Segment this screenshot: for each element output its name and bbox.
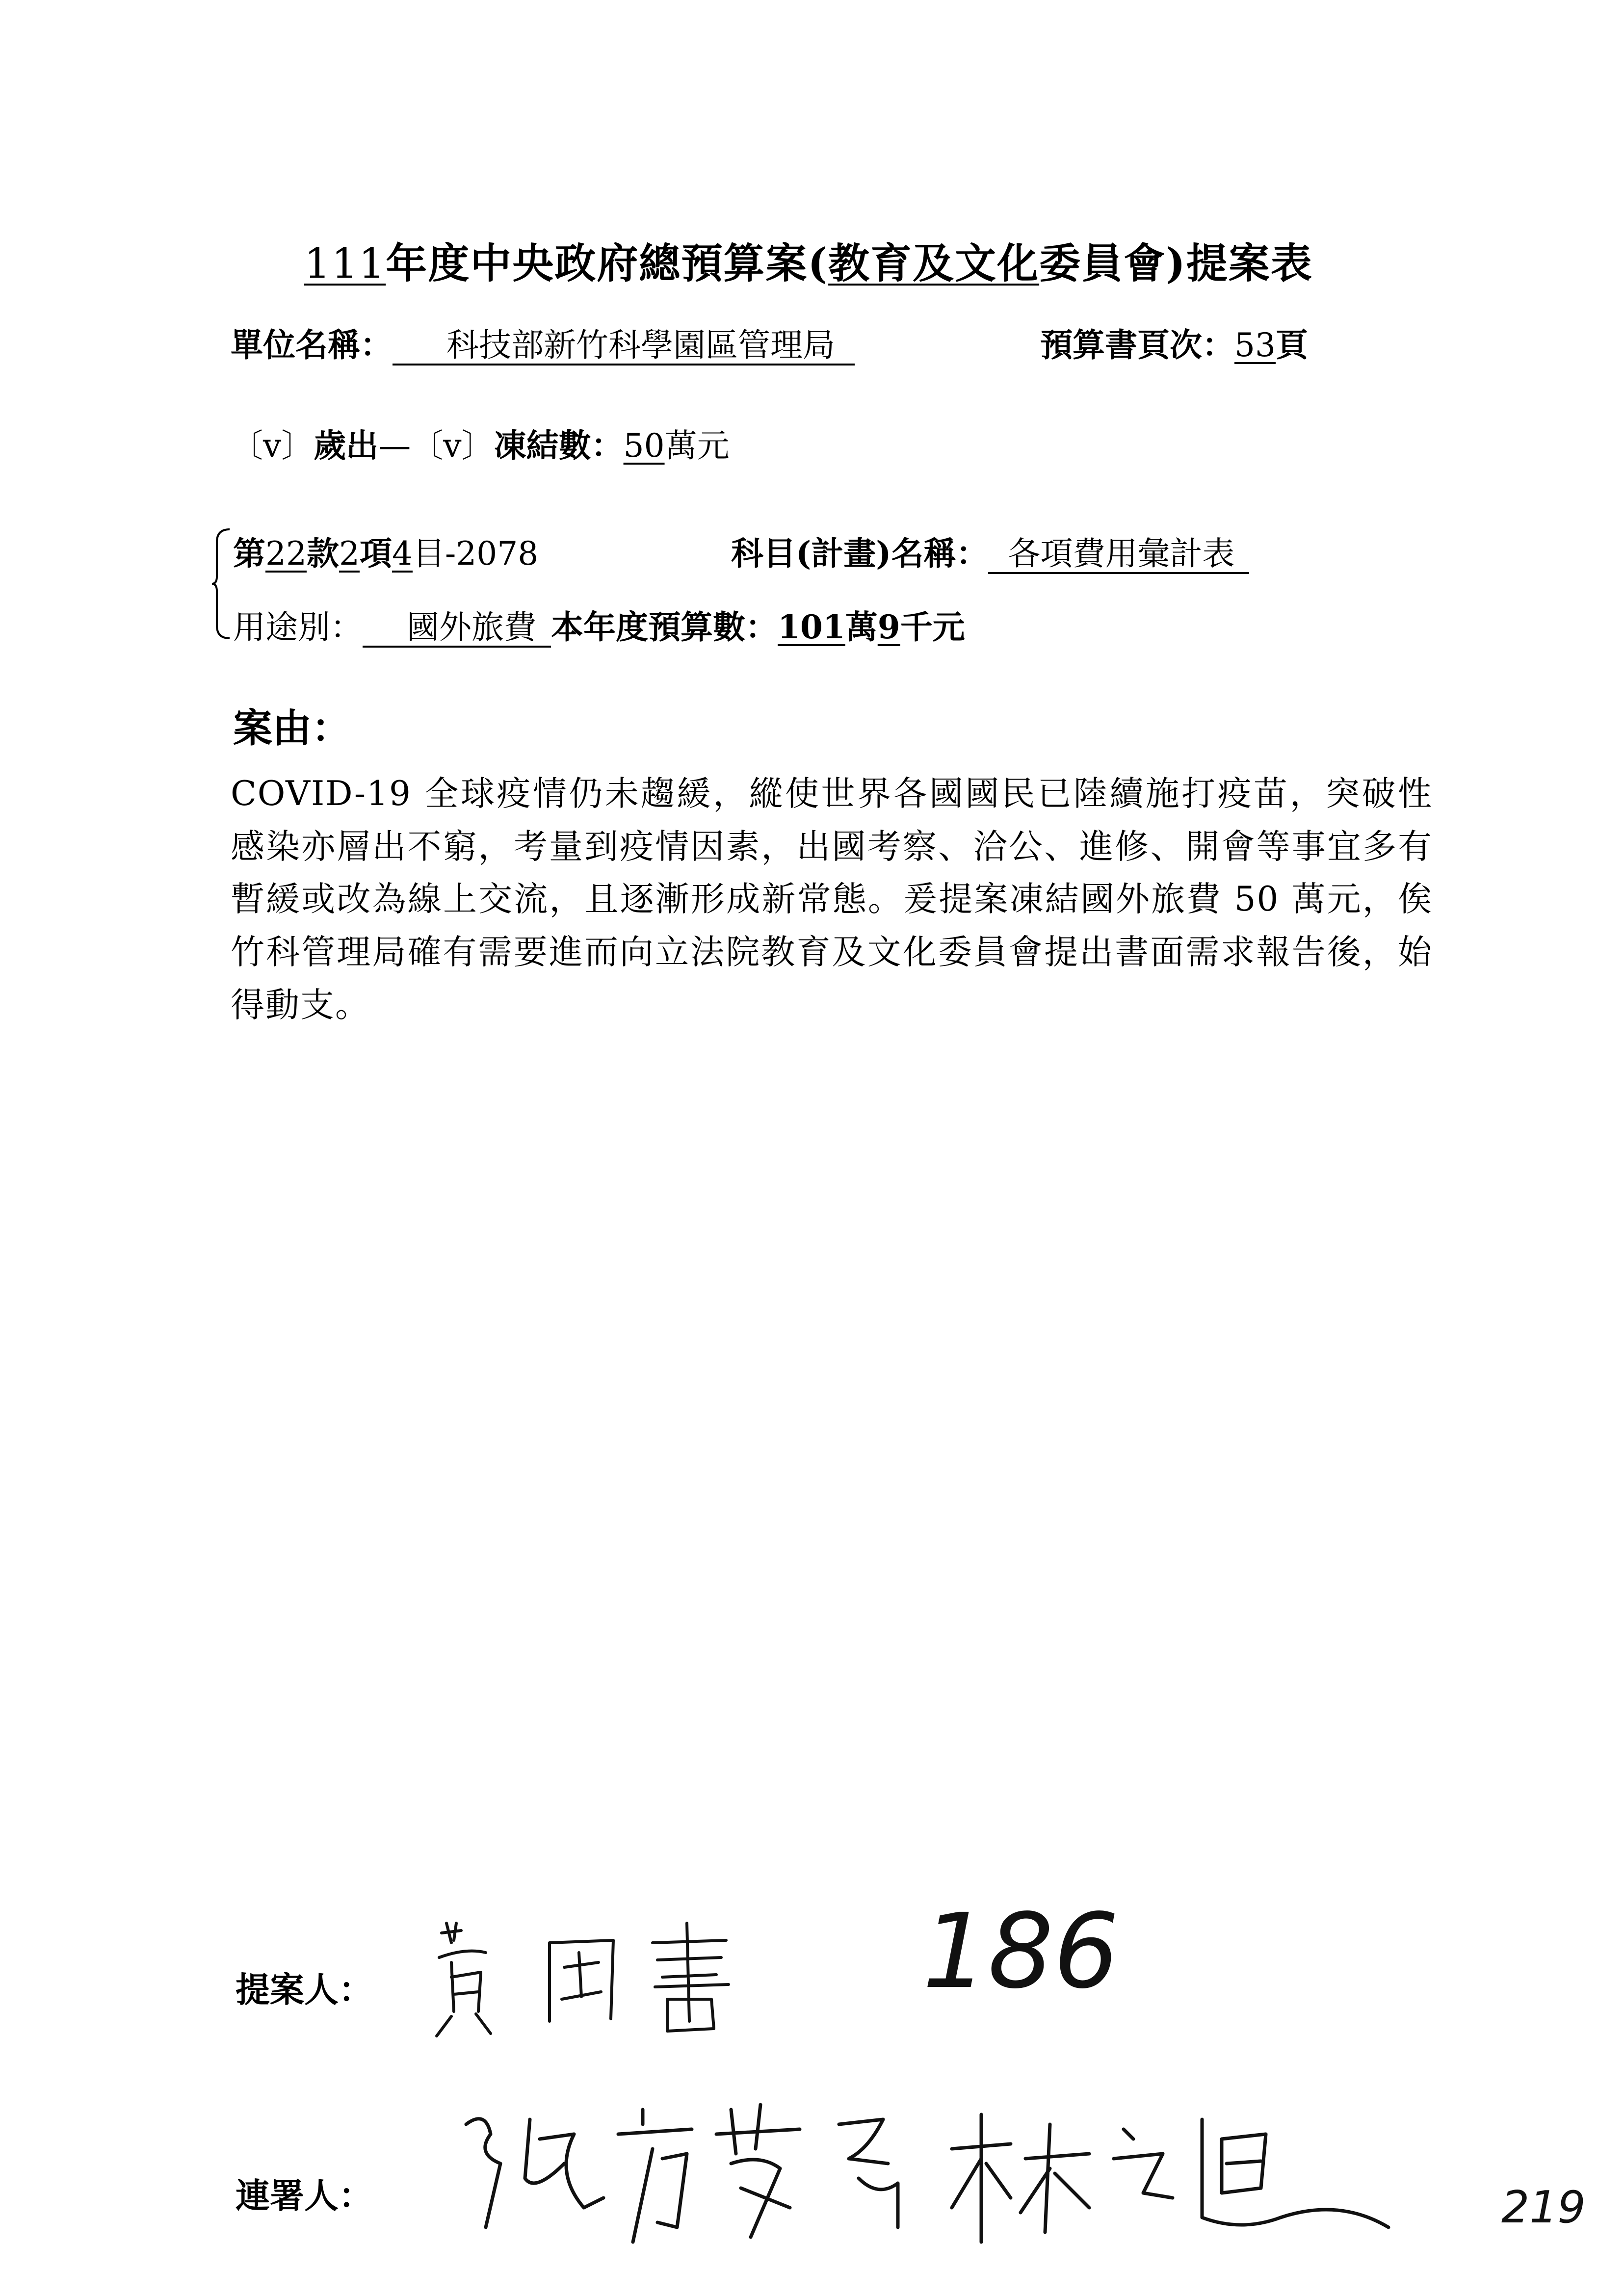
usage-value: 國外旅費 <box>363 610 551 648</box>
page-ref-label: 預算書頁次： <box>1040 326 1234 364</box>
cosigner-signature-drawing <box>456 2080 1487 2257</box>
unit-label: 單位名稱： <box>231 326 393 364</box>
item-mu-label: 目-2078 <box>412 535 539 573</box>
committee-name: 教育及文化 <box>828 239 1040 287</box>
budget-wan: 101 <box>778 608 845 646</box>
item-xiang-label: 項 <box>359 534 392 573</box>
cosigner-number-text: 219 <box>1501 2182 1586 2233</box>
subject-row <box>731 527 1249 574</box>
proposer-number <box>922 1891 1178 2011</box>
proposer-signature-drawing <box>432 1913 775 2041</box>
fiscal-year: 111 <box>304 239 386 287</box>
expenditure-label: 歲出 <box>314 426 379 465</box>
bracket-icon <box>211 527 231 640</box>
title-suffix: 委員會)提案表 <box>1039 239 1313 287</box>
expenditure-check: 〔v〕 <box>231 427 314 465</box>
budget-qian: 9 <box>877 608 900 646</box>
reason-text: COVID-19 全球疫情仍未趨緩，縱使世界各國國民已陸續施打疫苗，突破性感染亦層出不窮，考量到疫情因素，出國考察、洽公、進修、開會等事宜多有暫緩或改為線上交流，且逐漸形成新常態。爰提案凍結國外旅費 50 萬元，俟竹科管理局確有需要進而向立法院教育及文化委員會提出書面需求報告後，始得動支。 <box>231 774 1433 1025</box>
freeze-row <box>231 419 730 466</box>
freeze-amount: 50 <box>623 427 665 465</box>
page-ref-unit: 頁 <box>1275 326 1308 364</box>
item-row <box>233 527 538 574</box>
budget-wan-label: 萬 <box>845 608 878 646</box>
freeze-check: 〔v〕 <box>411 427 494 465</box>
reason-label: 案由： <box>233 705 351 751</box>
usage-label: 用途別： <box>233 608 363 646</box>
proposer-label: 提案人： <box>236 1969 373 2010</box>
proposer-number-text: 186 <box>922 1891 1119 2011</box>
freeze-unit: 萬元 <box>664 427 730 465</box>
cosigner-signatures <box>456 2080 1487 2259</box>
item-di: 第 <box>233 534 265 573</box>
page-ref <box>1040 319 1308 365</box>
cosigner-label: 連署人： <box>236 2175 373 2216</box>
proposer-number-drawing <box>922 1891 1178 2011</box>
page-ref-value: 53 <box>1234 326 1276 364</box>
cosigner-number-drawing <box>1501 2178 1595 2232</box>
subject-label: 科目(計畫)名稱： <box>731 534 989 573</box>
freeze-label: 凍結數： <box>494 426 624 465</box>
budget-qian-label: 千元 <box>900 608 965 646</box>
unit-row <box>231 319 855 365</box>
unit-value: 科技部新竹科學園區管理局 <box>393 328 855 365</box>
item-mu: 4 <box>392 535 413 573</box>
budget-label: 本年度預算數： <box>551 608 778 646</box>
page-title <box>304 231 1313 290</box>
subject-value: 各項費用彙計表 <box>988 536 1249 574</box>
title-text: 年度中央政府總預算案( <box>386 239 829 287</box>
item-kuan: 22 <box>265 535 307 573</box>
freeze-dash: — <box>378 427 411 465</box>
proposer-signature <box>432 1913 775 2043</box>
cosigner-number <box>1501 2178 1595 2234</box>
item-kuan-label: 款 <box>306 534 339 573</box>
item-xiang: 2 <box>339 535 360 573</box>
usage-row <box>233 601 965 648</box>
